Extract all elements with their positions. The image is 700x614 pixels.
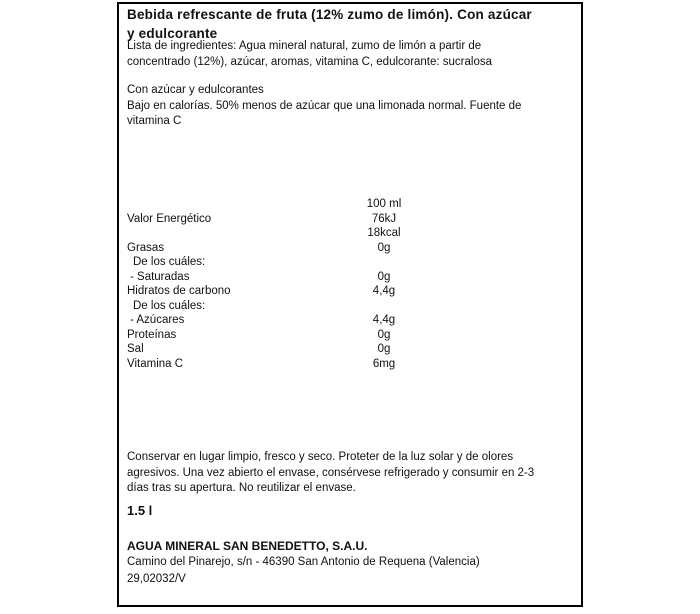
table-row <box>119 242 581 257</box>
manufacturer-address: Camino del Pinarejo, s/n - 46390 San Antonio de Requena (Valencia) <box>127 556 480 569</box>
nutrient-label: De los cuáles: <box>133 299 206 312</box>
table-row <box>119 271 581 286</box>
nutrient-value: 6mg <box>372 357 396 370</box>
claims-line-3: vitamina C <box>127 115 182 127</box>
nutrient-label: De los cuáles: <box>133 256 206 268</box>
nutrient-value: 0g <box>377 241 391 254</box>
nutrition-header-row <box>119 198 581 213</box>
manufacturer-info <box>127 538 573 587</box>
nutrient-label: Hidratos de carbono <box>127 285 231 297</box>
table-row <box>119 300 581 315</box>
product-label-box <box>117 2 583 607</box>
nutrient-value: 4,4g <box>372 285 396 297</box>
table-row <box>119 227 581 242</box>
nutrient-value: 0g <box>377 270 391 283</box>
product-title-line-2: y edulcorante <box>127 26 218 41</box>
nutrient-label: Vitamina C <box>127 357 184 370</box>
product-claims <box>127 83 573 130</box>
ingredients-line-2: concentrado (12%), azúcar, aromas, vitamina C, edulcorante: sucralosa <box>127 55 492 68</box>
nutrient-label: Sal <box>127 343 144 355</box>
nutrient-label: Proteínas <box>127 328 177 341</box>
nutrient-value: 4,4g <box>372 314 396 326</box>
storage-line-2: agresivos. Una vez abierto el envase, consérvese refrigerado y consumir en 2-3 <box>127 466 535 479</box>
nutrient-value: 18kcal <box>367 227 401 239</box>
storage-instructions <box>127 450 573 497</box>
storage-line-1: Conservar en lugar limpio, fresco y seco. Proteter de la luz solar y de olores <box>127 451 514 463</box>
claims-line-1: Con azúcar y edulcorantes <box>127 84 264 96</box>
net-volume: 1.5 l <box>127 503 153 518</box>
nutrient-value: 76kJ <box>371 212 397 225</box>
nutrition-table <box>119 198 581 372</box>
table-row <box>119 358 581 373</box>
table-row <box>119 314 581 329</box>
storage-line-3: días tras su apertura. No reutilizar el envase. <box>127 482 356 494</box>
nutrition-column-header: 100 ml <box>366 198 402 210</box>
nutrient-value: 0g <box>377 328 391 341</box>
table-row <box>119 329 581 344</box>
table-row <box>119 343 581 358</box>
nutrient-label: Valor Energético <box>127 212 212 225</box>
claims-line-2: Bajo en calorías. 50% menos de azúcar que una limonada normal. Fuente de <box>127 99 522 112</box>
ingredients-list <box>127 39 573 70</box>
nutrient-label: Grasas <box>127 241 165 254</box>
product-title <box>127 5 573 43</box>
manufacturer-name: AGUA MINERAL SAN BENEDETTO, S.A.U. <box>127 539 368 553</box>
table-row <box>119 213 581 228</box>
ingredients-line-1: Lista de ingredientes: Agua mineral natural, zumo de limón a partir de <box>127 40 482 52</box>
nutrient-label: - Azúcares <box>130 314 185 326</box>
nutrient-label: - Saturadas <box>130 270 190 283</box>
table-row <box>119 256 581 271</box>
manufacturer-registration: 29,02032/V <box>127 572 186 585</box>
product-title-line-1: Bebida refrescante de fruta (12% zumo de limón). Con azúcar <box>127 7 532 22</box>
nutrient-value: 0g <box>377 343 391 355</box>
table-row <box>119 285 581 300</box>
